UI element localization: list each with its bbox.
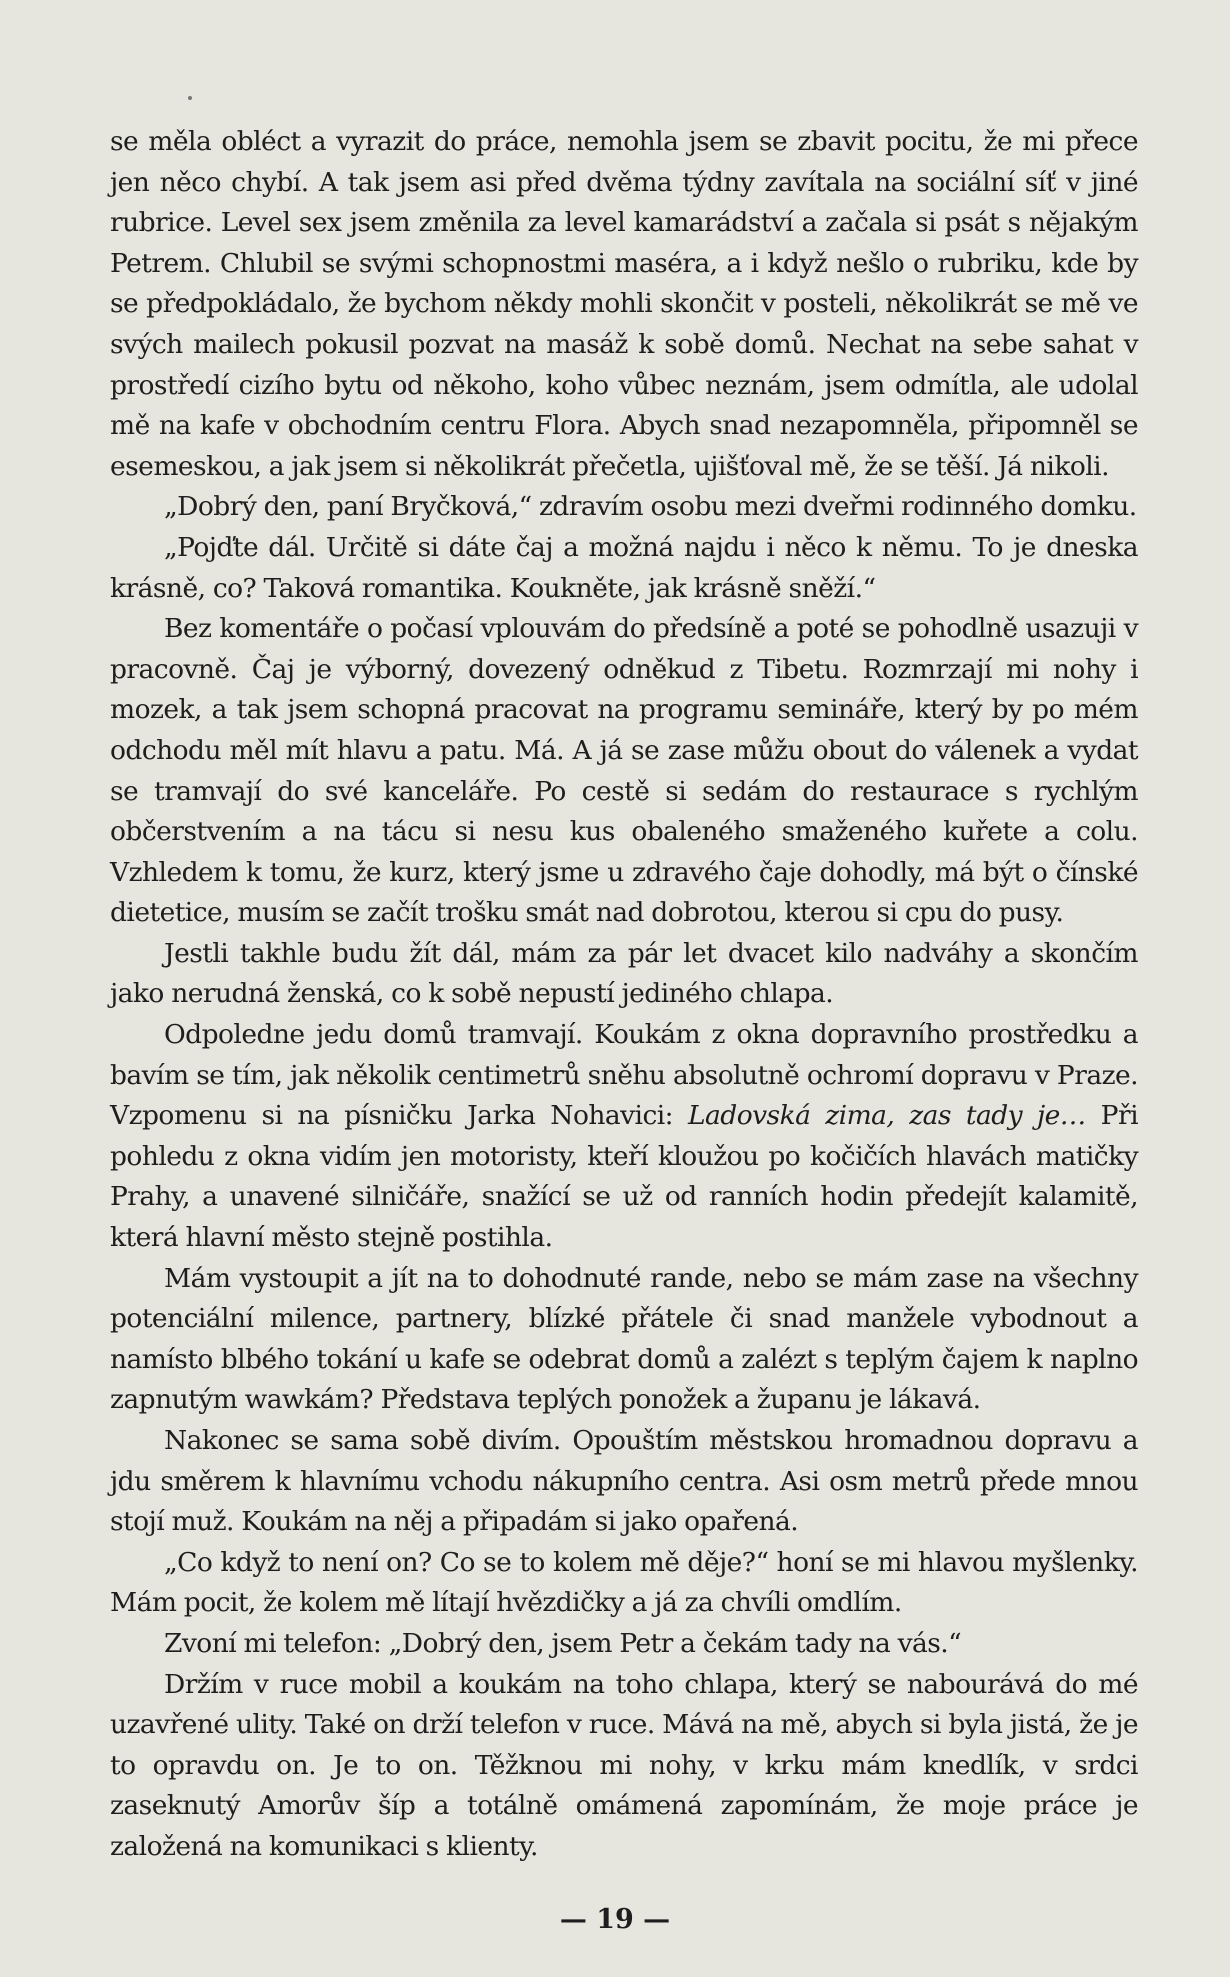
- paragraph: Jestli takhle budu žít dál, mám za pár let dvacet kilo nadváhy a skončím jako nerudná ženská, co k sobě nepustí jediného chlapa.: [110, 937, 1138, 1010]
- page-number: — 19 —: [559, 1904, 671, 1935]
- page-speck: [188, 96, 192, 100]
- paragraph: Zvoní mi telefon: „Dobrý den, jsem Petr a čekám tady na vás.“: [164, 1627, 962, 1659]
- paragraph: se měla obléct a vyrazit do práce, nemohla jsem se zbavit pocitu, že mi přece jen něco chybí. A tak jsem asi před dvěma týdny zavítala na sociální síť v jiné rubrice. Level sex jsem změnila za level kamarádství a začala si psát s nějakým Petrem. Chlubil se svými schopnostmi maséra, a i když nešlo o rubriku, kde by se předpokládalo, že bychom někdy mohli skončit v posteli, několikrát se mě ve svých mailech pokusil pozvat na masáž k sobě domů. Nechat na sebe sahat v prostředí cizího bytu od někoho, koho vůbec neznám, jsem odmítla, ale udolal mě na kafe v obchodním centru Flora. Abych snad nezapomněla, připomněl se esemeskou, a jak jsem si několikrát přečetla, ujišťoval mě, že se těší. Já nikoli.: [110, 126, 1138, 482]
- paragraph: „Co když to není on? Co se to kolem mě děje?“ honí se mi hlavou myšlenky. Mám pocit, že kolem mě lítají hvězdičky a já za chvíli omdlím.: [110, 1546, 1138, 1619]
- paragraph-text: Odpoledne jedu domů tramvají. Koukám z okna dopravního prostředku a bavím se tím, jak několik centimetrů sněhu absolutně ochromí dopravu v Praze. Vzpomenu si na písničku Jarka Nohavici:: [110, 1019, 1138, 1132]
- paragraph: „Pojďte dál. Určitě si dáte čaj a možná najdu i něco k němu. To je dneska krásně, co? Taková romantika. Koukněte, jak krásně sněží.“: [110, 531, 1138, 604]
- body-text: [110, 122, 1138, 1868]
- paragraph: Mám vystoupit a jít na to dohodnuté rande, nebo se mám zase na všechny potenciální milence, partnery, blízké přátele či snad manžele vybodnout a namísto blbého tokání u kafe se odebrat domů a zalézt s teplým čajem k naplno zapnutým wawkám? Představa teplých ponožek a županu je lákavá.: [110, 1262, 1138, 1416]
- paragraph: Nakonec se sama sobě divím. Opouštím městskou hromadnou dopravu a jdu směrem k hlavnímu vchodu nákupního centra. Asi osm metrů přede mnou stojí muž. Koukám na něj a připadám si jako opařená.: [110, 1425, 1138, 1538]
- paragraph: „Dobrý den, paní Bryčková,“ zdravím osobu mezi dveřmi rodinného domku.: [164, 491, 1137, 523]
- paragraph: Držím v ruce mobil a koukám na toho chlapa, který se nabourává do mé uzavřené ulity. Také on drží telefon v ruce. Mává na mě, abych si byla jistá, že je to opravdu on. Je to on. Těžknou mi nohy, v krku mám knedlík, v srdci zaseknutý Amorův šíp a totálně omámená zapomínám, že moje práce je založená na komunikaci s klienty.: [110, 1668, 1138, 1862]
- paragraph: [110, 1015, 1138, 1259]
- paragraph-text: Při pohledu z okna vidím jen motoristy, kteří kloužou po kočičích hlavách matičky Prahy, a unavené silničáře, snažící se už od ranních hodin předejít kalamitě, která hlavní město stejně postihla.: [110, 1100, 1138, 1254]
- paragraph: Bez komentáře o počasí vplouvám do předsíně a poté se pohodlně usazuji v pracovně. Čaj je výborný, dovezený odněkud z Tibetu. Rozmrzají mi nohy i mozek, a tak jsem schopná pracovat na programu semináře, který by po mém odchodu měl mít hlavu a patu. Má. A já se zase můžu obout do válenek a vydat se tramvají do své kanceláře. Po cestě si sedám do restaurace s rychlým občerstvením a na tácu si nesu kus obaleného smaženého kuřete a colu. Vzhledem k tomu, že kurz, který jsme u zdravého čaje dohodly, má být o čínské dietetice, musím se začít trošku smát nad dobrotou, kterou si cpu do pusy.: [110, 613, 1138, 929]
- song-title: Ladovská zima, zas tady je…: [687, 1100, 1086, 1132]
